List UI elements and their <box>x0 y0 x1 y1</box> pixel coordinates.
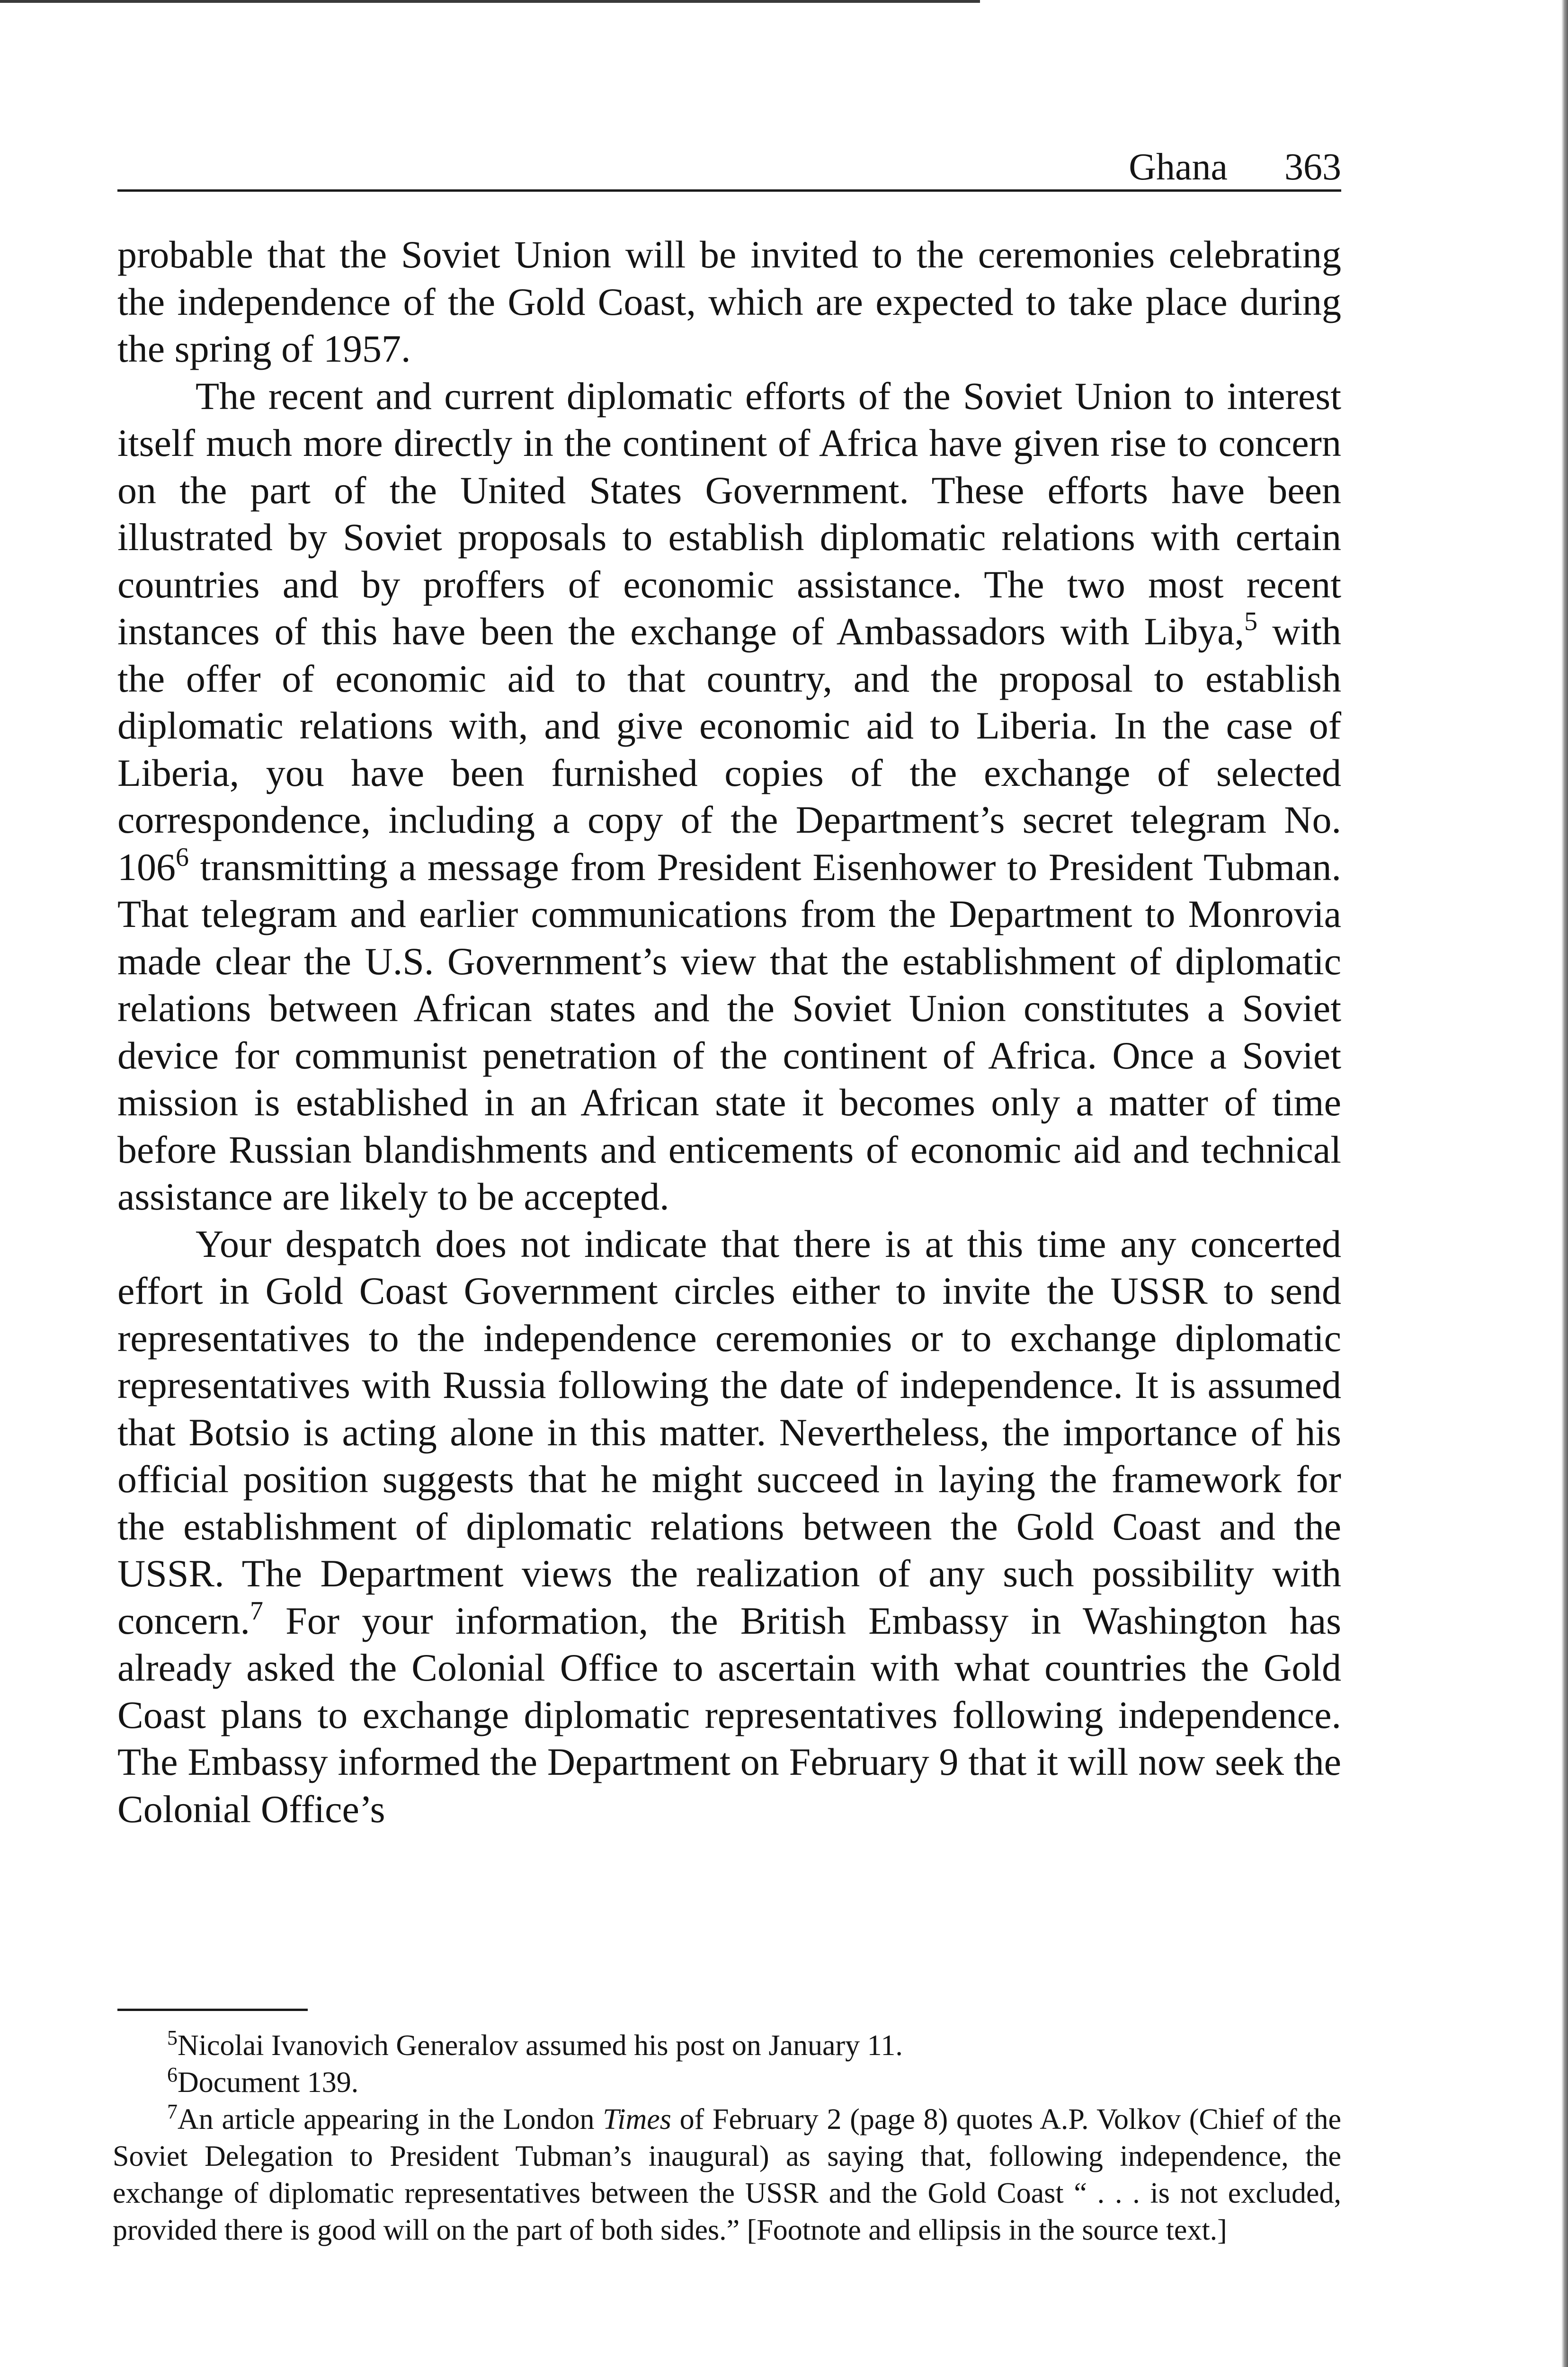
paragraph-1-text: probable that the Soviet Union will be invited to the ceremonies celebrating the independence of the Gold Coast, which are expected to take place during the spring of 1957. <box>117 233 1341 370</box>
footnote-ref-5: 5 <box>1244 607 1258 636</box>
footnote-7 <box>113 2101 1341 2249</box>
footnote-rule <box>117 2009 308 2011</box>
running-title: Ghana <box>1129 146 1228 188</box>
paragraph-2-text-b: with the offer of economic aid to that country, and the proposal to establish diplomatic relations with, and give economic aid to Liberia. In the case of Liberia, you have been furnished copies of the exchange of selected correspondence, including a copy of the Department’s secret telegram No. 106 <box>117 610 1341 889</box>
footnote-7-text-b: of February 2 (page 8) quotes A.P. Volkov (Chief of the Soviet Delegation to President Tubman’s inaugural) as saying that, following independence, the exchange of diplomatic representatives between the USSR and the Gold Coast “ . . . is not excluded, provided there is good will on the part of both sides.” [Footnote and ellipsis in the source text.] <box>113 2103 1342 2246</box>
paragraph-3 <box>117 1220 1341 1833</box>
paragraph-3-text-b: For your information, the British Embassy in Washington has already asked the Colonial Office to ascertain with what countries the Gold Coast plans to exchange diplomatic representatives following independence. The Embassy informed the Department on February 9 that it will now seek the Colonial Office’s <box>117 1599 1342 1831</box>
body-text <box>117 231 1341 1833</box>
scan-right-edge <box>1561 0 1568 2367</box>
footnotes <box>113 2027 1341 2249</box>
page-number: 363 <box>1284 146 1341 188</box>
footnote-7-italic: Times <box>603 2103 671 2136</box>
footnote-ref-6: 6 <box>176 842 189 872</box>
footnote-5-mark: 5 <box>167 2026 178 2049</box>
paragraph-2 <box>117 373 1341 1220</box>
paragraph-1 <box>117 231 1341 373</box>
scan-top-edge <box>0 0 980 3</box>
running-head <box>117 142 1341 192</box>
footnote-ref-7: 7 <box>250 1596 263 1626</box>
footnote-7-text-a: An article appearing in the London <box>178 2103 595 2136</box>
footnote-5 <box>113 2027 1341 2064</box>
paragraph-3-text-a: Your despatch does not indicate that there is at this time any concerted effort in Gold Coast Government circles either to invite the USSR to send representatives to the independence ceremonies or to exchange diplomatic representatives with Russia following the date of independence. It is assumed that Botsio is acting alone in this matter. Nevertheless, the importance of his official position suggests that he might succeed in laying the framework for the establishment of diplomatic relations between the Gold Coast and the USSR. The Department views the realization of any such possibility with concern. <box>117 1222 1341 1642</box>
footnote-6 <box>113 2064 1341 2101</box>
footnote-7-mark: 7 <box>167 2100 178 2123</box>
footnote-6-text: Document 139. <box>178 2066 359 2099</box>
paragraph-2-text-c: transmitting a message from President Eisenhower to President Tubman. That telegram and earlier communications from the Department to Monrovia made clear the U.S. Government’s view that the establishment of diplomatic relations between African states and the Soviet Union constitutes a Soviet device for communist penetration of the continent of Africa. Once a Soviet mission is established in an African state it becomes only a matter of time before Russian blandishments and enticements of economic aid and technical assistance are likely to be accepted. <box>117 845 1341 1218</box>
footnote-6-mark: 6 <box>167 2063 178 2086</box>
paragraph-2-text-a: The recent and current diplomatic efforts of the Soviet Union to interest itself much more directly in the continent of Africa have given rise to concern on the part of the United States Government. These efforts have been illustrated by Soviet proposals to establish diplomatic relations with certain countries and by proffers of economic assistance. The two most recent instances of this have been the exchange of Ambassadors with Libya, <box>117 374 1341 653</box>
footnote-5-text: Nicolai Ivanovich Generalov assumed his post on January 11. <box>178 2029 903 2062</box>
